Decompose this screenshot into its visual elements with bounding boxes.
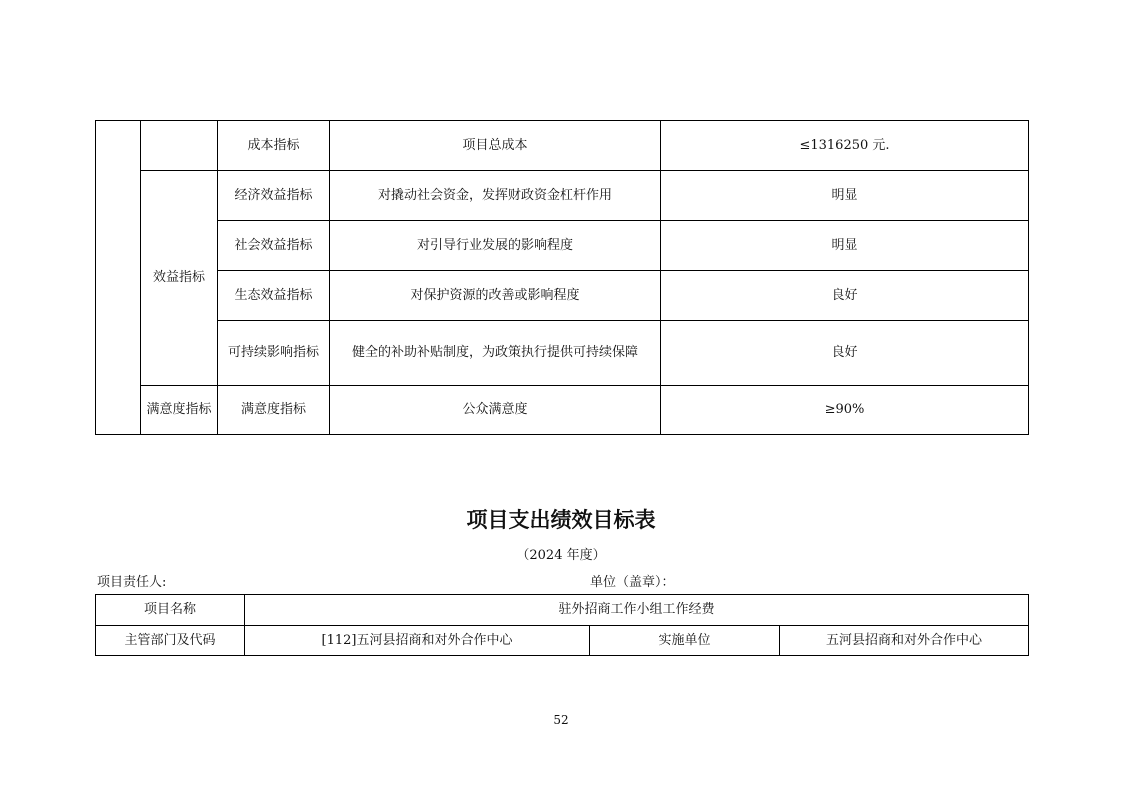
table-row [96, 626, 1029, 656]
page-number: 52 [553, 713, 569, 727]
implementing-unit-label: 实施单位 [590, 626, 780, 656]
table-row [96, 595, 1029, 626]
subcategory-cell: 经济效益指标 [218, 171, 330, 221]
indicator-cell: 对引导行业发展的影响程度 [330, 221, 661, 271]
indicator-cell: 公众满意度 [330, 386, 661, 435]
implementing-unit-value: 五河县招商和对外合作中心 [780, 626, 1029, 656]
performance-indicator-table [95, 120, 1029, 435]
target-value-cell: ≤1316250 元. [661, 121, 1029, 171]
subcategory-cell: 满意度指标 [218, 386, 330, 435]
category-cell: 效益指标 [141, 171, 218, 386]
category-cell [141, 121, 218, 171]
target-value-cell: 明显 [661, 171, 1029, 221]
table-row [96, 321, 1029, 386]
project-name-value: 驻外招商工作小组工作经费 [245, 595, 1029, 626]
target-value-cell: 良好 [661, 271, 1029, 321]
indicator-cell: 健全的补助补贴制度，为政策执行提供可持续保障 [330, 321, 661, 386]
target-value-cell: 良好 [661, 321, 1029, 386]
form-title: 项目支出绩效目标表 [466, 508, 656, 532]
responsible-person-label: 项目责任人: [97, 575, 167, 590]
indicator-cell: 项目总成本 [330, 121, 661, 171]
indicator-cell: 对保护资源的改善或影响程度 [330, 271, 661, 321]
table-row [96, 386, 1029, 435]
table-row [96, 171, 1029, 221]
target-value-cell: 明显 [661, 221, 1029, 271]
outer-index-cell [96, 121, 141, 435]
project-name-label: 项目名称 [96, 595, 245, 626]
subcategory-cell: 社会效益指标 [218, 221, 330, 271]
subcategory-cell: 生态效益指标 [218, 271, 330, 321]
indicator-cell: 对撬动社会资金，发挥财政资金杠杆作用 [330, 171, 661, 221]
project-info-table [95, 594, 1029, 656]
subcategory-cell: 成本指标 [218, 121, 330, 171]
form-year: （2024 年度） [516, 548, 606, 563]
table-row [96, 121, 1029, 171]
department-label: 主管部门及代码 [96, 626, 245, 656]
target-value-cell: ≥90% [661, 386, 1029, 435]
category-cell: 满意度指标 [141, 386, 218, 435]
table-row [96, 221, 1029, 271]
subcategory-cell: 可持续影响指标 [218, 321, 330, 386]
unit-seal-label: 单位（盖章）： [590, 575, 675, 590]
department-value: [112]五河县招商和对外合作中心 [245, 626, 590, 656]
table-row [96, 271, 1029, 321]
